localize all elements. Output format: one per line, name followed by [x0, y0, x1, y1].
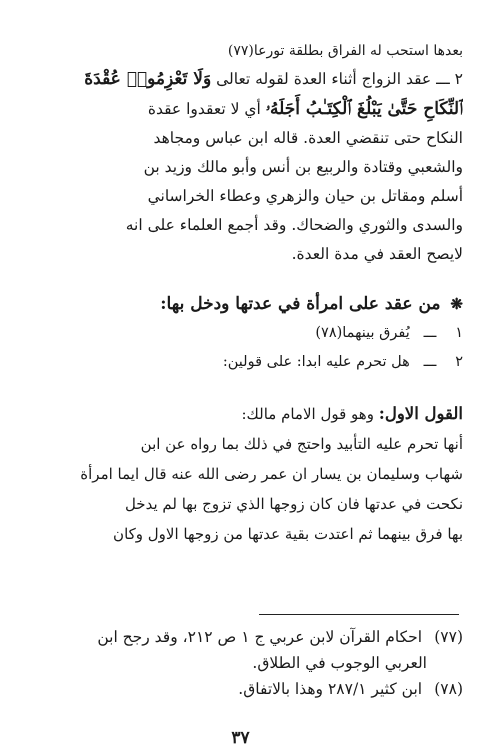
- footnote: [22, 624, 463, 650]
- star-icon: ❋: [450, 295, 463, 313]
- body-line-item2-start: [22, 64, 463, 94]
- section-heading-text: من عقد على امرأة في عدتها ودخل بها:: [160, 294, 441, 314]
- footnote-text: احكام القرآن لابن عربي ج ١ ص ٢١٢، وقد رجح ابن: [97, 628, 423, 646]
- body-line: أسلم ومقاتل بن حيان والزهري وعطاء الخراساني: [147, 187, 463, 205]
- page-body: [22, 38, 463, 549]
- item-number: ٢: [454, 70, 463, 88]
- item-text: عقد الزواج أثناء العدة لقوله تعالى: [216, 70, 432, 88]
- body-line: بها فرق بينهما ثم اعتدت بقية عدتها من زوجها الاول وكان: [113, 525, 463, 543]
- body-line: أنها تحرم عليه التأبيد واحتج في ذلك بما رواه عن ابن: [140, 435, 463, 453]
- body-line: والسدى والثوري والضحاك. وقد أجمع العلماء على انه: [125, 216, 463, 234]
- list-item: [22, 348, 463, 377]
- footnote-text: ابن كثير ٢٨٧/١ وهذا بالاتفاق.: [238, 680, 423, 698]
- body-line-verse: [22, 94, 463, 124]
- section-title-line: [22, 399, 463, 429]
- footnote-number: (٧٧): [434, 628, 463, 646]
- footnote-divider: [259, 614, 459, 615]
- section-title: القول الاول:: [378, 404, 463, 423]
- item-dash: ـــ: [423, 325, 437, 341]
- item-dash: ـــ: [423, 354, 437, 370]
- footnote-continuation: العربي الوجوب في الطلاق.: [252, 654, 427, 672]
- list-item: [22, 319, 463, 348]
- quran-verse-part-b: ٱلنِّكَاحِ حَتَّىٰ يَبْلُغَ ٱلْكِتَـٰبُ أَجَلَهُۥ: [265, 99, 463, 119]
- body-line: نكحت في عدتها فان كان زوجها الذي تزوج بها لم يدخل: [124, 495, 463, 513]
- section-heading: [22, 289, 463, 319]
- body-line: لايصح العقد في مدة العدة.: [291, 245, 463, 263]
- item-text: يُفرق بينهما(٧٨): [315, 325, 410, 341]
- body-line-top: بعدها استحب له الفراق بطلقة تورعا(٧٧): [227, 43, 463, 59]
- body-line: النكاح حتى تنقضي العدة. قاله ابن عباس ومجاهد: [153, 129, 463, 147]
- body-line: شهاب وسليمان بن يسار ان عمر رضى الله عنه قال ايما امرأة: [80, 465, 463, 483]
- item-text-continued: أي لا تعقدوا عقدة: [147, 100, 261, 118]
- item-number: ٢: [455, 354, 463, 370]
- page-number: ٣٧: [231, 728, 250, 748]
- footnotes: [22, 624, 463, 702]
- quran-verse-part-a: وَلَا تَعْزِمُوا۟ عُقْدَةَ: [84, 69, 212, 89]
- item-number: ١: [455, 325, 463, 341]
- footnote-number: (٧٨): [434, 680, 463, 698]
- item-dash: ـــ: [436, 70, 450, 88]
- section-intro: وهو قول الامام مالك:: [241, 405, 374, 423]
- item-text: هل تحرم عليه ابدا: على قولين:: [222, 354, 410, 370]
- body-line: والشعبي وقتادة والربيع بن أنس وأبو مالك وزيد بن: [143, 158, 463, 176]
- footnote: [22, 676, 463, 702]
